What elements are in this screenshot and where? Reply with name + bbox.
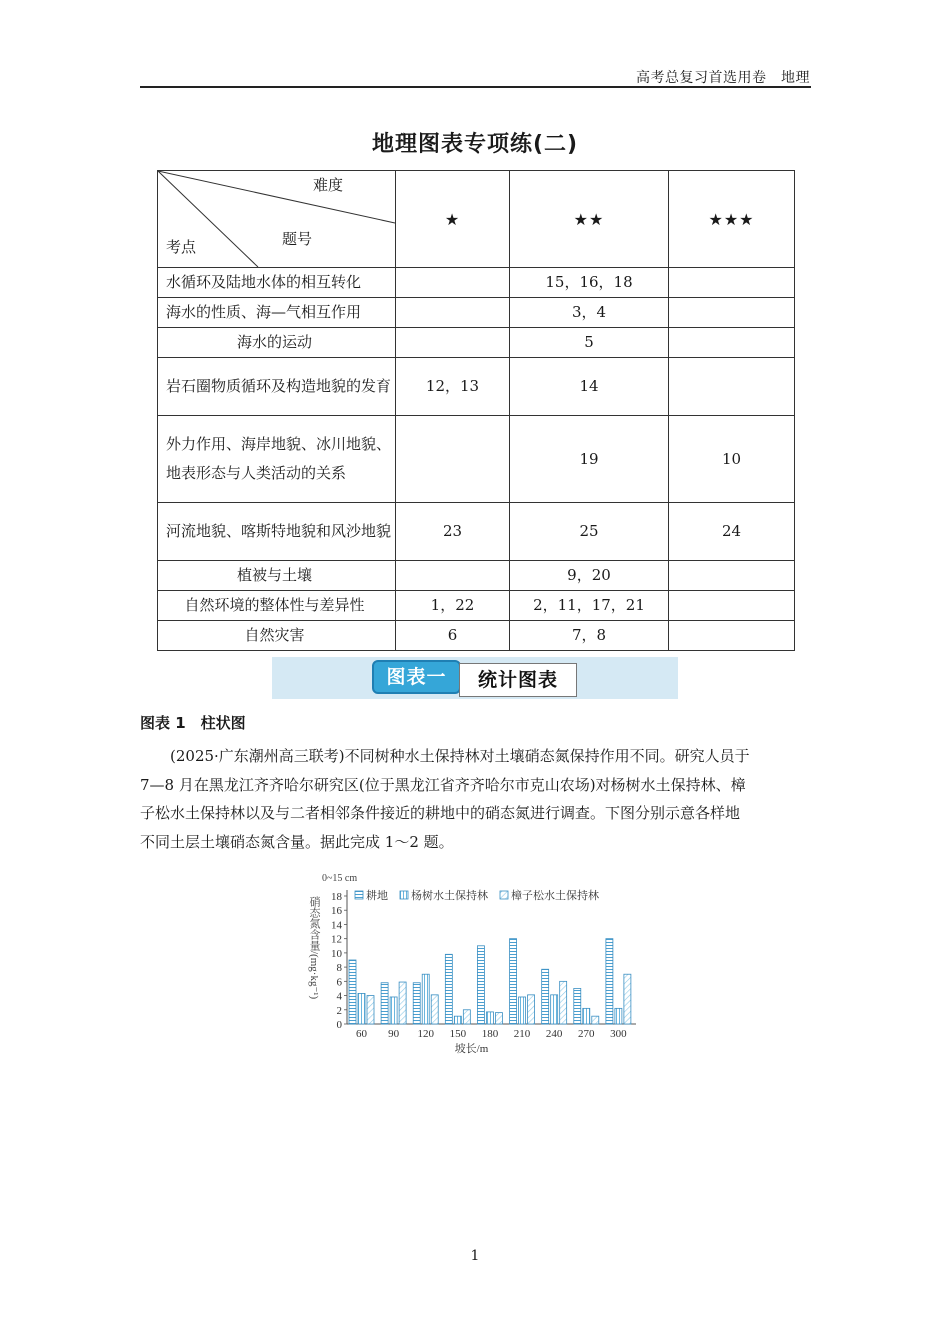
level-one-cell	[396, 268, 510, 298]
level-one-cell: 1，22	[396, 591, 510, 621]
x-tick-label: 300	[610, 1028, 627, 1040]
bar-耕地-90	[381, 983, 388, 1024]
table-row	[158, 358, 795, 416]
bar-樟子松水土保持林-180	[495, 1013, 502, 1024]
x-tick-label: 240	[545, 1028, 563, 1040]
level-three-cell	[669, 591, 795, 621]
section-heading: 图表 1 柱状图	[140, 714, 246, 732]
bar-chart	[300, 872, 660, 1062]
y-tick-label: 16	[331, 905, 342, 918]
x-axis-label: 坡长/m	[454, 1043, 489, 1055]
bar-耕地-300	[606, 939, 613, 1024]
page-number: 1	[470, 1248, 480, 1264]
y-axis-label: 硝态氮含量/(mg·kg⁻¹)	[308, 896, 320, 1000]
level-two-cell: 25	[510, 503, 669, 561]
level-three-cell	[669, 298, 795, 328]
legend-label-3: 樟子松水土保持林	[511, 890, 599, 902]
level-two-cell: 7，8	[510, 621, 669, 651]
legend-swatch-2	[400, 891, 408, 899]
y-tick-label: 4	[336, 990, 342, 1003]
x-tick-label: 60	[356, 1028, 367, 1040]
bar-樟子松水土保持林-60	[367, 996, 374, 1024]
legend-swatch-3	[500, 891, 508, 899]
bar-樟子松水土保持林-300	[624, 974, 631, 1024]
table-row	[158, 328, 795, 358]
level-two-cell: 5	[510, 328, 669, 358]
level-two-cell: 2，11，17，21	[510, 591, 669, 621]
table-row	[158, 561, 795, 591]
corner-label-difficulty: 难度	[313, 176, 344, 194]
header-text: 高考总复习首选用卷 地理	[636, 70, 810, 86]
corner-label-topic: 考点	[166, 238, 197, 256]
y-tick-label: 6	[336, 976, 342, 989]
level-three-cell	[669, 328, 795, 358]
paragraph-line: 子松水土保持林以及与二者相邻条件接近的耕地中的硝态氮进行调查。下图分别示意各样地	[140, 804, 741, 822]
level-one-cell: 23	[396, 503, 510, 561]
level-two-cell: 15，16，18	[510, 268, 669, 298]
bar-樟子松水土保持林-210	[528, 995, 535, 1024]
bar-杨树水土保持林-300	[615, 1008, 622, 1024]
bar-杨树水土保持林-270	[583, 1008, 590, 1024]
topic-cell: 植被与土壤	[158, 561, 396, 591]
topic-cell: 岩石圈物质循环及构造地貌的发育	[158, 358, 396, 416]
bar-樟子松水土保持林-270	[592, 1016, 599, 1024]
level-one-cell	[396, 561, 510, 591]
table-row	[158, 591, 795, 621]
level-one-star: ★	[396, 171, 510, 268]
page-title: 地理图表专项练(二)	[371, 132, 579, 157]
corner-cell	[158, 171, 396, 268]
level-three-cell	[669, 561, 795, 591]
level-two-cell: 9，20	[510, 561, 669, 591]
table-row	[158, 416, 795, 503]
level-three-cell: 24	[669, 503, 795, 561]
banner-tag: 图表一	[372, 660, 461, 694]
level-two-star: ★★	[510, 171, 669, 268]
bar-杨树水土保持林-180	[486, 1012, 493, 1024]
bar-耕地-150	[445, 954, 452, 1024]
corner-label-question-number: 题号	[282, 230, 313, 248]
y-tick-label: 18	[331, 891, 342, 903]
x-tick-label: 150	[449, 1028, 467, 1040]
chart-title: 0~15 cm	[322, 873, 358, 884]
question-paragraph	[140, 742, 812, 856]
y-tick-label: 2	[336, 1004, 342, 1017]
bar-樟子松水土保持林-240	[560, 981, 567, 1024]
bar-杨树水土保持林-240	[551, 995, 558, 1024]
level-three-cell	[669, 268, 795, 298]
bar-杨树水土保持林-90	[390, 997, 397, 1024]
bar-杨树水土保持林-60	[358, 993, 365, 1024]
bar-耕地-240	[542, 969, 549, 1024]
table-row	[158, 621, 795, 651]
y-tick-label: 12	[331, 933, 342, 946]
table-row	[158, 503, 795, 561]
level-one-cell: 12，13	[396, 358, 510, 416]
level-two-cell: 19	[510, 416, 669, 503]
level-two-cell: 3，4	[510, 298, 669, 328]
level-three-cell	[669, 621, 795, 651]
level-three-star: ★★★	[669, 171, 795, 268]
level-one-cell	[396, 298, 510, 328]
x-tick-label: 180	[481, 1028, 499, 1040]
topic-cell: 海水的运动	[158, 328, 396, 358]
bar-樟子松水土保持林-120	[431, 995, 438, 1024]
table-row	[158, 268, 795, 298]
bar-耕地-270	[574, 988, 581, 1024]
bar-樟子松水土保持林-150	[463, 1010, 470, 1024]
topic-difficulty-table	[157, 170, 795, 651]
topic-cell: 海水的性质、海—气相互作用	[158, 298, 396, 328]
x-tick-label: 210	[513, 1028, 531, 1040]
bar-樟子松水土保持林-90	[399, 982, 406, 1024]
level-three-cell: 10	[669, 416, 795, 503]
topic-cell: 自然环境的整体性与差异性	[158, 591, 396, 621]
paragraph-line: 不同土层土壤硝态氮含量。据此完成 1～2 题。	[140, 832, 454, 851]
legend-swatch-1	[355, 891, 363, 899]
x-tick-label: 90	[388, 1028, 400, 1040]
header-rule	[140, 86, 811, 88]
y-tick-label: 14	[331, 919, 342, 932]
topic-cell: 自然灾害	[158, 621, 396, 651]
level-two-cell: 14	[510, 358, 669, 416]
legend-label-2: 杨树水土保持林	[411, 890, 488, 902]
y-tick-label: 8	[336, 962, 342, 975]
x-tick-label: 120	[417, 1028, 434, 1040]
bar-杨树水土保持林-210	[519, 997, 526, 1024]
bar-耕地-60	[349, 960, 356, 1024]
table-header-row	[158, 171, 795, 268]
topic-cell: 河流地貌、喀斯特地貌和风沙地貌	[158, 503, 396, 561]
paragraph-line: 7—8 月在黑龙江齐齐哈尔研究区(位于黑龙江省齐齐哈尔市克山农场)对杨树水土保持林、樟	[140, 775, 746, 794]
topic-cell: 水循环及陆地水体的相互转化	[158, 268, 396, 298]
level-one-cell: 6	[396, 621, 510, 651]
legend-label-1: 耕地	[366, 890, 388, 902]
level-one-cell	[396, 328, 510, 358]
banner-label: 统计图表	[459, 663, 577, 697]
bar-杨树水土保持林-150	[454, 1016, 461, 1024]
y-tick-label: 0	[336, 1019, 342, 1031]
bar-杨树水土保持林-120	[422, 974, 429, 1024]
x-tick-label: 270	[578, 1028, 595, 1040]
level-three-cell	[669, 358, 795, 416]
section-banner	[272, 657, 678, 699]
bar-耕地-120	[413, 983, 420, 1024]
table-row	[158, 298, 795, 328]
bar-耕地-180	[477, 946, 484, 1024]
paragraph-line: (2025·广东潮州高三联考)不同树种水土保持林对土壤硝态氮保持作用不同。研究人员于	[170, 747, 750, 765]
y-tick-label: 10	[331, 947, 342, 960]
bar-耕地-210	[510, 939, 517, 1024]
topic-cell: 外力作用、海岸地貌、冰川地貌、地表形态与人类活动的关系	[158, 416, 396, 503]
level-one-cell	[396, 416, 510, 503]
